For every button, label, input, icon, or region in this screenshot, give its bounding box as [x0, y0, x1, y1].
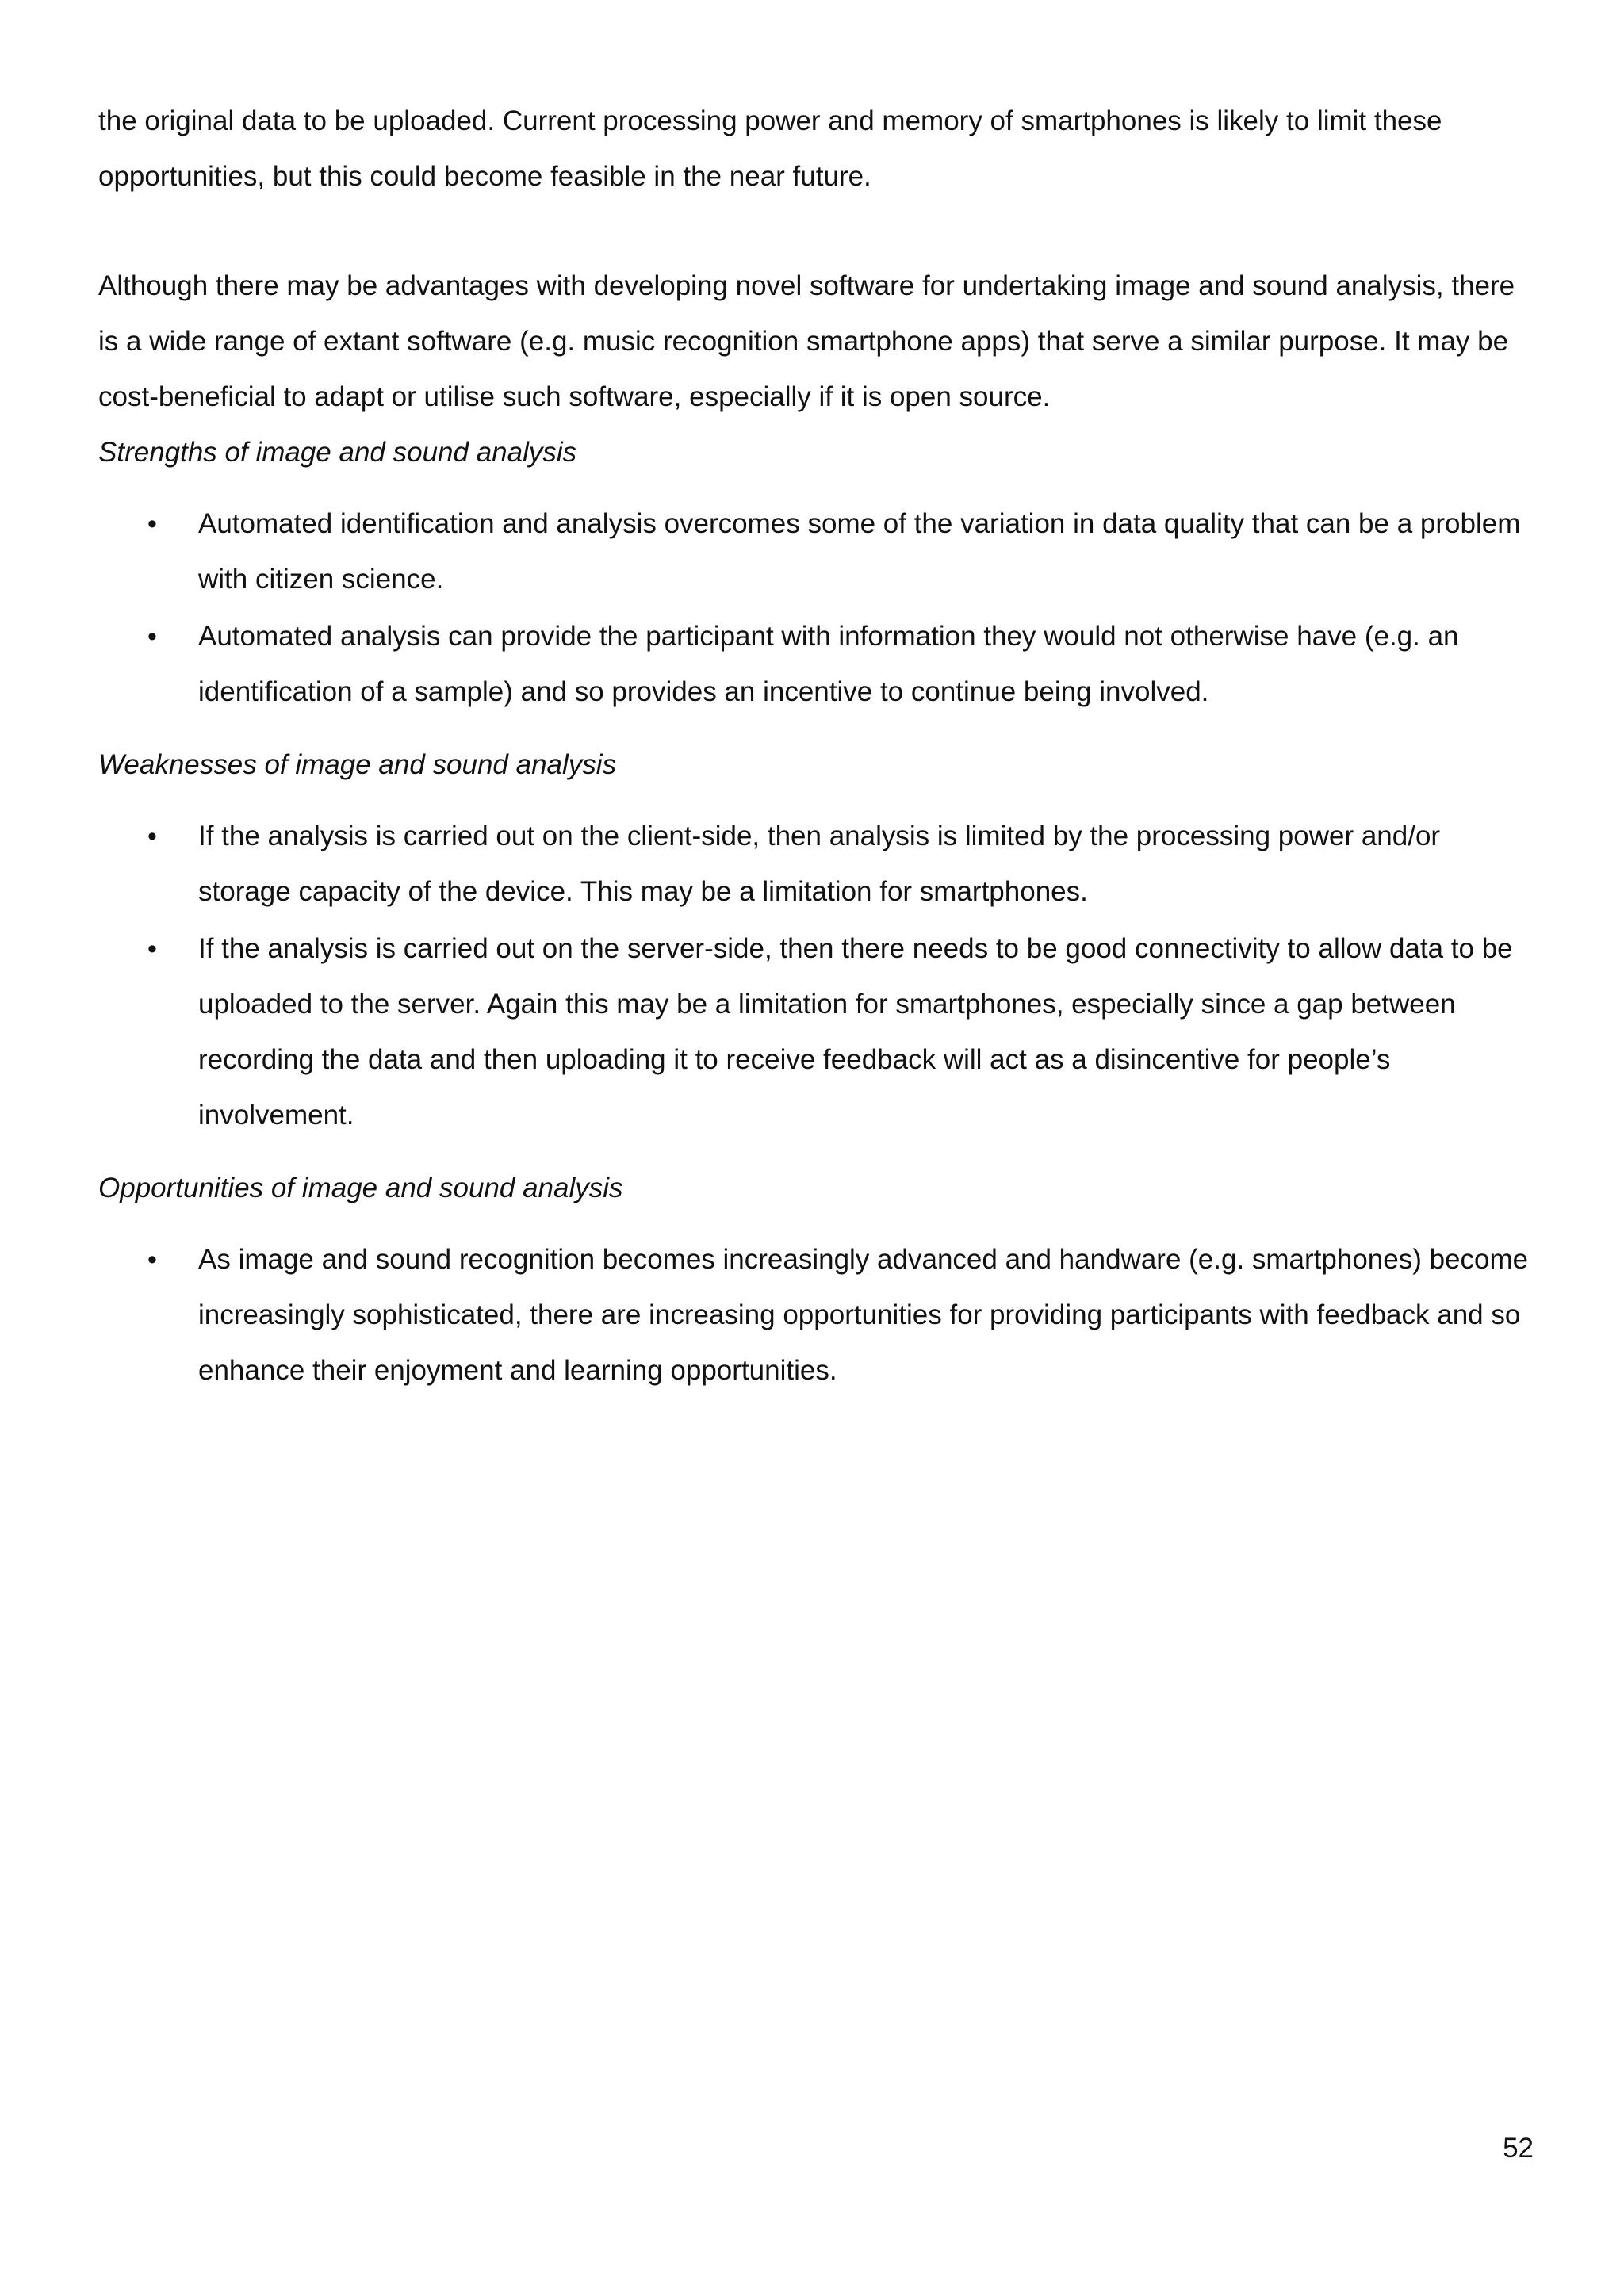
list-item	[98, 496, 1534, 607]
bullet-icon: •	[147, 622, 157, 652]
bullet-icon: •	[147, 934, 157, 964]
strengths-list	[98, 496, 1534, 720]
list-item-text: If the analysis is carried out on the server-side, then there needs to be good connectivity to allow data to be uploaded to the server. Again this may be a limitation for smartphones, especially since a gap between recording the data and then uploading it to receive feedback will act as a disincentive for people’s involvement.	[198, 933, 1513, 1131]
list-item	[98, 609, 1534, 720]
list-item	[98, 921, 1534, 1143]
section-heading-weaknesses: Weaknesses of image and sound analysis	[98, 749, 617, 780]
list-item-text: As image and sound recognition becomes increasingly advanced and handware (e.g. smartphones) become increasingly sophisticated, there are increasing opportunities for providing participants with feedback and so enhance their enjoyment and learning opportunities.	[198, 1244, 1529, 1386]
list-item-text: If the analysis is carried out on the client-side, then analysis is limited by the processing power and/or storage capacity of the device. This may be a limitation for smartphones.	[198, 821, 1441, 907]
document-page	[98, 94, 1534, 1416]
bullet-icon: •	[147, 1245, 157, 1275]
page-number: 52	[1503, 2133, 1534, 2164]
list-item-text: Automated analysis can provide the participant with information they would not otherwise have (e.g. an identification of a sample) and so provides an incentive to continue being involved.	[198, 621, 1459, 707]
section-heading-strengths: Strengths of image and sound analysis	[98, 437, 577, 468]
bullet-icon: •	[147, 821, 157, 851]
weaknesses-list	[98, 809, 1534, 1143]
list-item	[98, 1232, 1534, 1399]
list-item	[98, 809, 1534, 920]
section-heading-opportunities: Opportunities of image and sound analysis	[98, 1173, 623, 1203]
bullet-icon: •	[147, 509, 157, 539]
opportunities-list	[98, 1232, 1534, 1399]
list-item-text: Automated identification and analysis overcomes some of the variation in data quality that can be a problem with citizen science.	[198, 508, 1521, 595]
paragraph-continuation: the original data to be uploaded. Current processing power and memory of smartphones is likely to limit these opportunities, but this could become feasible in the near future.	[98, 105, 1442, 192]
paragraph-software: Although there may be advantages with developing novel software for undertaking image and sound analysis, there is a wide range of extant software (e.g. music recognition smartphone apps) that serve a similar purpose. It may be cost-beneficial to adapt or utilise such software, especially if it is open source.	[98, 270, 1515, 412]
